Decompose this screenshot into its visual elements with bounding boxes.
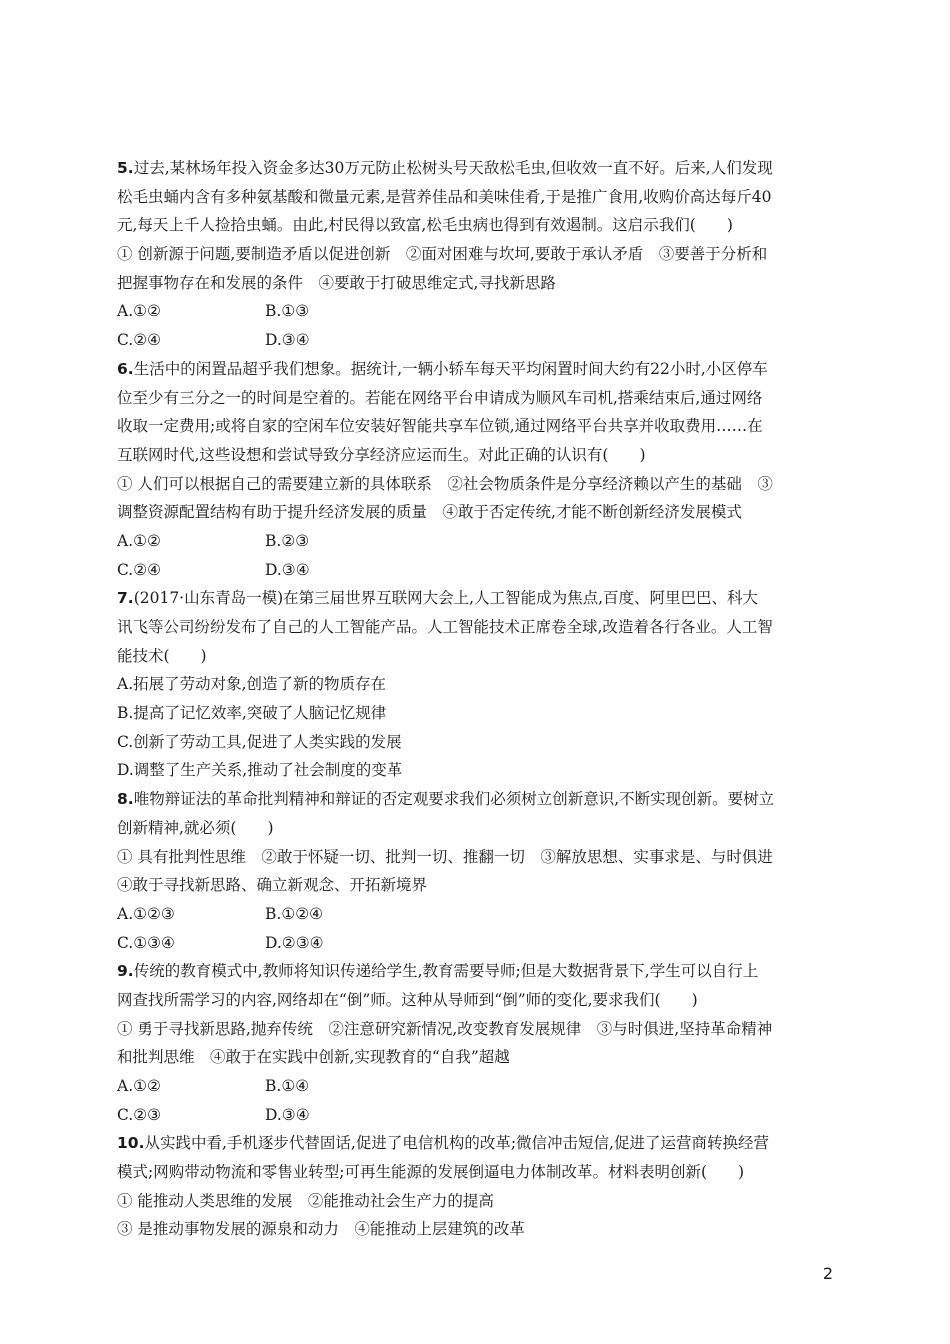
question-7-line-3: 能技术( ) [117,646,207,665]
answer-option-a: A.拓展了劳动对象,创造了新的物质存在 [117,675,387,694]
question-5-line-5: 把握事物存在和发展的条件 ④要敢于打破思维定式,寻找新思路 [117,273,556,292]
question-8-line-1: 8.唯物辩证法的革命批判精神和辩证的否定观要求我们必须树立创新意识,不断实现创新。要树立 [117,790,775,809]
question-7-line-1: 7.(2017·山东青岛一模)在第三届世界互联网大会上,人工智能成为焦点,百度、阿里巴巴、科大 [117,589,759,608]
answer-option-a: A.①② [117,531,161,550]
question-6-line-3: 收取一定费用;或将自家的空闲车位安装好智能共享车位锁,通过网络平台共享并收取费用……在 [117,417,763,436]
question-6-line-1: 6.生活中的闲置品超乎我们想象。据统计,一辆小轿车每天平均闲置时间大约有22小时,小区停车 [117,359,768,378]
answer-option-b: B.①③ [265,302,310,321]
answer-option-a: A.①② [117,1077,161,1095]
answer-options-row [117,527,837,556]
answer-option-c: C.②④ [117,560,162,579]
page-number: 2 [822,1264,833,1283]
answer-option-c: C.①③④ [117,933,175,952]
question-5 [117,154,837,355]
question-6 [117,355,837,585]
question-10-line-1: 10.从实践中看,手机逐步代替固话,促进了电信机构的改革;微信冲击短信,促进了运营商转换经营 [117,1134,769,1153]
answer-options-row [117,1101,837,1130]
question-7 [117,584,837,785]
answer-option-a: A.①② [117,302,161,321]
question-6-line-6: 调整资源配置结构有助于提升经济发展的质量 ④敢于否定传统,才能不断创新经济发展模式 [117,503,742,522]
answer-option-b: B.②③ [265,531,310,550]
answer-options-row [117,556,837,585]
answer-option-c: C.②③ [117,1105,162,1124]
question-10 [117,1129,837,1244]
question-9-line-4: 和批判思维 ④敢于在实践中创新,实现教育的“自我”超越 [117,1048,510,1067]
answer-options-row [117,326,837,355]
question-6-line-2: 位至少有三分之一的时间是空着的。若能在网络平台申请成为顺风车司机,搭乘结束后,通过网络 [117,388,763,407]
question-number: 9. [117,962,134,981]
question-10-line-4: ③ 是推动事物发展的源泉和动力 ④能推动上层建筑的改革 [117,1220,525,1239]
answer-options-row [117,297,837,326]
answer-option-b: B.①②④ [265,904,324,923]
question-8-line-4: ④敢于寻找新思路、确立新观念、开拓新境界 [117,876,428,895]
answer-option-d: D.②③④ [265,933,324,952]
question-8-line-3: ① 具有批判性思维 ②敢于怀疑一切、批判一切、推翻一切 ③解放思想、实事求是、与时俱进 [117,847,773,866]
question-9 [117,957,837,1129]
answer-option-b: B.提高了记忆效率,突破了人脑记忆规律 [117,704,387,723]
question-number: 8. [117,790,134,809]
answer-option-b: B.①④ [265,1077,310,1095]
answer-option-c: C.创新了劳动工具,促进了人类实践的发展 [117,732,402,751]
answer-option-d: D.③④ [265,1105,310,1124]
answer-options-row [117,929,837,958]
answer-options-row [117,1072,837,1101]
question-7-line-2: 讯飞等公司纷纷发布了自己的人工智能产品。人工智能技术正席卷全球,改造着各行各业。人工智 [117,618,773,636]
question-8 [117,785,837,957]
question-9-line-1: 9.传统的教育模式中,教师将知识传递给学生,教育需要导师;但是大数据背景下,学生可以自行上 [117,962,759,981]
answer-option-c: C.②④ [117,331,162,350]
question-10-line-2: 模式;网购带动物流和零售业转型;可再生能源的发展倒逼电力体制改革。材料表明创新( ) [117,1163,745,1182]
question-number: 5. [117,159,134,177]
question-5-line-2: 松毛虫蛹内含有多种氨基酸和微量元素,是营养佳品和美味佳肴,于是推广食用,收购价高达每斤40 [117,187,772,206]
question-5-line-1: 5.过去,某林场年投入资金多达30万元防止松树头号天敌松毛虫,但收效一直不好。后来,人们发现 [117,159,773,177]
question-6-line-5: ① 人们可以根据自己的需要建立新的具体联系 ②社会物质条件是分享经济赖以产生的基础 ③ [117,474,773,493]
question-8-line-2: 创新精神,就必须( ) [117,818,274,837]
question-6-line-4: 互联网时代,这些设想和尝试导致分享经济应运而生。对此正确的认识有( ) [117,445,646,464]
question-number: 7. [117,589,134,608]
document-body [117,154,837,1244]
answer-options-row [117,900,837,929]
answer-option-d: D.调整了生产关系,推动了社会制度的变革 [117,761,403,780]
question-number: 10. [117,1134,145,1153]
answer-option-d: D.③④ [265,331,310,350]
answer-option-a: A.①②③ [117,904,175,923]
question-9-line-3: ① 勇于寻找新思路,抛弃传统 ②注意研究新情况,改变教育发展规律 ③与时俱进,坚持革命精神 [117,1019,773,1038]
question-10-line-3: ① 能推动人类思维的发展 ②能推动社会生产力的提高 [117,1191,494,1210]
answer-option-d: D.③④ [265,560,310,579]
question-9-line-2: 网查找所需学习的内容,网络却在“倒”师。这种从导师到“倒”师的变化,要求我们( ) [117,990,698,1009]
question-5-line-3: 元,每天上千人捡拾虫蛹。由此,村民得以致富,松毛虫病也得到有效遏制。这启示我们( ) [117,216,733,235]
question-5-line-4: ① 创新源于问题,要制造矛盾以促进创新 ②面对困难与坎坷,要敢于承认矛盾 ③要善于分析和 [117,245,768,264]
question-number: 6. [117,359,134,378]
